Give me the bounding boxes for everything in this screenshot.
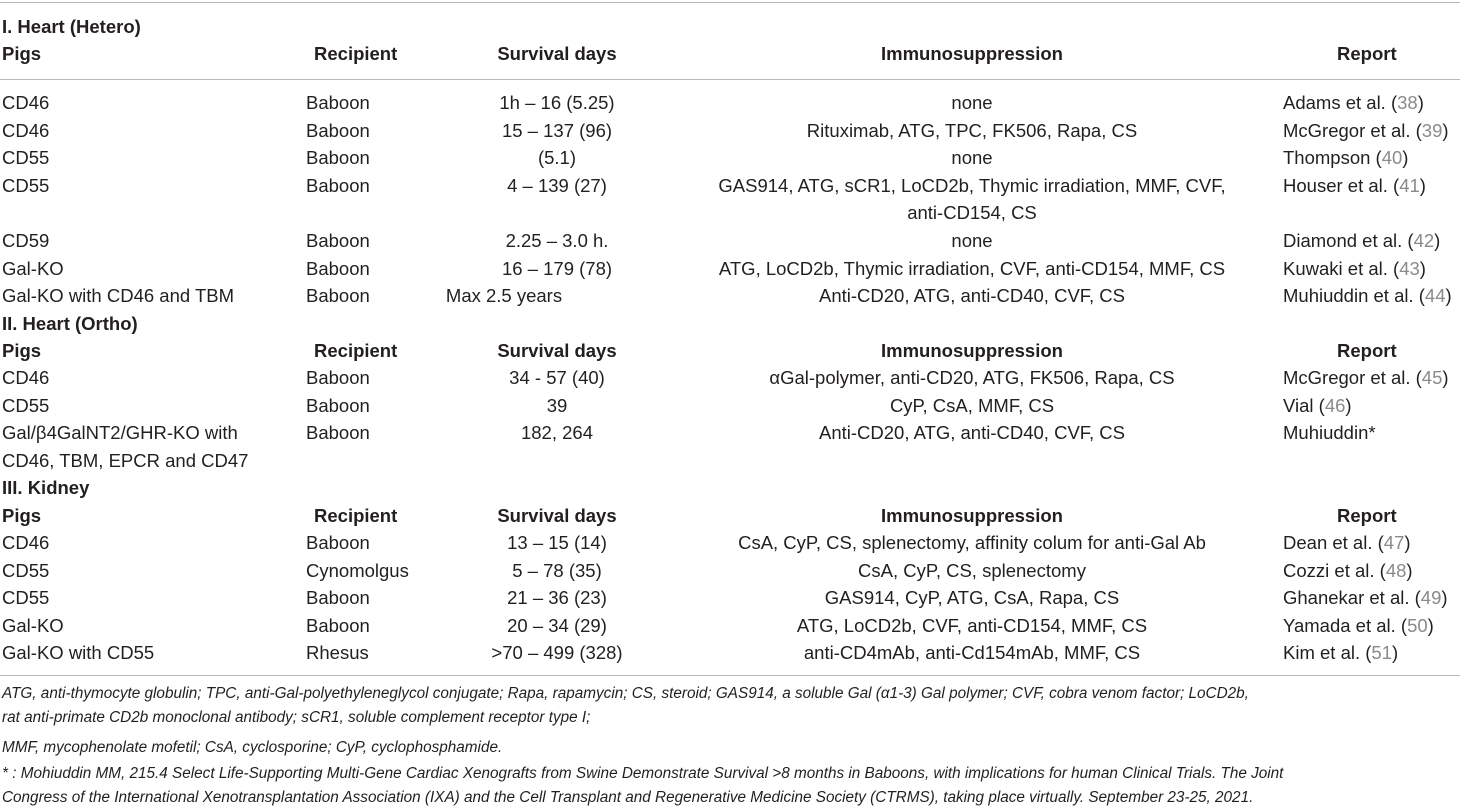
cell-pigs: CD46 <box>2 532 50 553</box>
cell-recipient: Baboon <box>306 175 370 196</box>
cell-recipient: Baboon <box>306 615 370 636</box>
table-row <box>0 89 1460 117</box>
table-row <box>0 282 1460 310</box>
table-row-continuation <box>0 447 1460 475</box>
cell-pigs: CD55 <box>2 147 50 168</box>
citation-link[interactable]: 42 <box>1413 230 1435 251</box>
cell-report: Adams et al. (38) <box>1283 92 1424 113</box>
col-immuno: Immunosuppression <box>881 505 1063 526</box>
table-row <box>0 584 1460 612</box>
citation-link[interactable]: 39 <box>1421 120 1443 141</box>
col-report: Report <box>1337 340 1397 361</box>
cell-survival: 182, 264 <box>520 422 593 443</box>
footnote-line: MMF, mycophenolate mofetil; CsA, cyclosporine; CyP, cyclophosphamide. <box>2 739 503 756</box>
col-recipient: Recipient <box>314 340 398 361</box>
cell-survival: 39 <box>546 395 568 416</box>
table-row <box>0 227 1460 255</box>
cell-recipient: Baboon <box>306 532 370 553</box>
table-row <box>0 639 1460 667</box>
cell-pigs: CD55 <box>2 395 50 416</box>
cell-immuno: αGal-polymer, anti-CD20, ATG, FK506, Rapa, CS <box>769 367 1175 388</box>
cell-report: Kim et al. (51) <box>1283 642 1399 663</box>
bottom-rule <box>0 675 1460 676</box>
section-title: II. Heart (Ortho) <box>2 313 138 334</box>
citation-link[interactable]: 49 <box>1420 587 1442 608</box>
citation-link[interactable]: 41 <box>1399 175 1420 196</box>
cell-recipient: Baboon <box>306 120 370 141</box>
cell-report: Dean et al. (47) <box>1283 532 1411 553</box>
cell-pigs: CD46 <box>2 120 50 141</box>
cell-immuno: GAS914, ATG, sCR1, LoCD2b, Thymic irradiation, MMF, CVF, <box>718 175 1226 196</box>
citation-link[interactable]: 50 <box>1407 615 1428 636</box>
cell-survival: 13 – 15 (14) <box>507 532 607 553</box>
col-recipient: Recipient <box>314 505 398 526</box>
cell-immuno: Anti-CD20, ATG, anti-CD40, CVF, CS <box>818 285 1126 306</box>
table-row <box>0 144 1460 172</box>
cell-pigs: Gal-KO <box>2 258 64 279</box>
cell-immuno: none <box>951 230 993 251</box>
cell-recipient: Cynomolgus <box>306 560 409 581</box>
cell-report: Kuwaki et al. (43) <box>1283 258 1426 279</box>
cell-report: Muhiuddin et al. (44) <box>1283 285 1452 306</box>
cell-survival: (5.1) <box>537 147 577 168</box>
cell-recipient: Baboon <box>306 230 370 251</box>
cell-pigs: CD46, TBM, EPCR and CD47 <box>2 450 249 471</box>
col-survival: Survival days <box>497 43 617 64</box>
cell-survival: 15 – 137 (96) <box>501 120 613 141</box>
cell-survival: 4 – 139 (27) <box>507 175 607 196</box>
cell-report: McGregor et al. (39) <box>1283 120 1449 141</box>
cell-report: Cozzi et al. (48) <box>1283 560 1413 581</box>
cell-immuno: ATG, LoCD2b, Thymic irradiation, CVF, anti-CD154, MMF, CS <box>718 258 1226 279</box>
cell-pigs: CD46 <box>2 92 50 113</box>
citation-link[interactable]: 45 <box>1421 367 1443 388</box>
table-row <box>0 117 1460 145</box>
cell-report: McGregor et al. (45) <box>1283 367 1449 388</box>
footnote-line: Congress of the International Xenotransplantation Association (IXA) and the Cell Transplant and Regenerative Medicine Society (CTRMS), taking place virtually. September 23-25, 2021. <box>2 789 1254 806</box>
table-header <box>0 40 1460 68</box>
cell-report: Houser et al. (41) <box>1283 175 1426 196</box>
cell-recipient: Baboon <box>306 422 370 443</box>
citation-link[interactable]: 48 <box>1385 560 1407 581</box>
cell-recipient: Baboon <box>306 587 370 608</box>
cell-pigs: Gal/β4GalNT2/GHR-KO with <box>2 422 238 443</box>
header-rule <box>0 79 1460 80</box>
cell-report: Vial (46) <box>1283 395 1352 416</box>
cell-pigs: CD55 <box>2 560 50 581</box>
citation-link[interactable]: 43 <box>1399 258 1420 279</box>
col-pigs: Pigs <box>2 43 42 64</box>
cell-report: Yamada et al. (50) <box>1283 615 1434 636</box>
citation-link[interactable]: 40 <box>1381 147 1403 168</box>
table-row-continuation <box>0 199 1460 227</box>
cell-immuno: none <box>951 147 993 168</box>
cell-survival: 5 – 78 (35) <box>512 560 602 581</box>
cell-recipient: Baboon <box>306 367 370 388</box>
cell-survival: 16 – 179 (78) <box>501 258 613 279</box>
cell-immuno: ATG, LoCD2b, CVF, anti-CD154, MMF, CS <box>796 615 1148 636</box>
citation-link[interactable]: 46 <box>1324 395 1346 416</box>
table-row <box>0 172 1460 200</box>
col-survival: Survival days <box>497 340 617 361</box>
cell-pigs: Gal-KO <box>2 615 64 636</box>
cell-immuno: anti-CD154, CS <box>907 202 1037 223</box>
citation-link[interactable]: 44 <box>1424 285 1446 306</box>
top-rule <box>0 2 1460 3</box>
citation-link[interactable]: 47 <box>1383 532 1405 553</box>
footnote-line: rat anti-primate CD2b monoclonal antibody; sCR1, soluble complement receptor type I; <box>2 709 591 726</box>
cell-pigs: Gal-KO with CD46 and TBM <box>2 285 235 306</box>
cell-pigs: CD55 <box>2 587 50 608</box>
table-row <box>0 255 1460 283</box>
cell-immuno: anti-CD4mAb, anti-Cd154mAb, MMF, CS <box>803 642 1141 663</box>
cell-immuno: none <box>951 92 993 113</box>
cell-recipient: Baboon <box>306 258 370 279</box>
col-survival: Survival days <box>497 505 617 526</box>
cell-survival: 21 – 36 (23) <box>507 587 607 608</box>
cell-recipient: Baboon <box>306 395 370 416</box>
cell-recipient: Rhesus <box>306 642 369 663</box>
cell-pigs: CD46 <box>2 367 50 388</box>
cell-report: Muhiuddin* <box>1283 422 1376 443</box>
cell-survival: 1h – 16 (5.25) <box>499 92 615 113</box>
table-header <box>0 502 1460 530</box>
cell-immuno: Anti-CD20, ATG, anti-CD40, CVF, CS <box>818 422 1126 443</box>
cell-recipient: Baboon <box>306 147 370 168</box>
cell-immuno: Rituximab, ATG, TPC, FK506, Rapa, CS <box>806 120 1138 141</box>
table-row <box>0 529 1460 557</box>
cell-immuno: CyP, CsA, MMF, CS <box>889 395 1055 416</box>
citation-link[interactable]: 38 <box>1397 92 1418 113</box>
cell-survival: >70 – 499 (328) <box>491 642 623 663</box>
footnote-line: * : Mohiuddin MM, 215.4 Select Life-Supporting Multi-Gene Cardiac Xenografts from Swine Demonstrate Survival >8 months in Baboons, with implications for human Clinical Trials. The Joint <box>2 765 1284 782</box>
cell-survival: 20 – 34 (29) <box>507 615 607 636</box>
table-row <box>0 557 1460 585</box>
table-row <box>0 419 1460 447</box>
cell-report: Thompson (40) <box>1283 147 1409 168</box>
section-title: I. Heart (Hetero) <box>2 16 141 37</box>
cell-recipient: Baboon <box>306 92 370 113</box>
cell-report: Diamond et al. (42) <box>1283 230 1441 251</box>
table-row <box>0 612 1460 640</box>
cell-survival: 34 - 57 (40) <box>509 367 605 388</box>
section-title: III. Kidney <box>2 477 90 498</box>
col-pigs: Pigs <box>2 505 42 526</box>
table-row <box>0 364 1460 392</box>
cell-recipient: Baboon <box>306 285 370 306</box>
footnote-line: ATG, anti-thymocyte globulin; TPC, anti-Gal-polyethyleneglycol conjugate; Rapa, rapamycin; CS, steroid; GAS914, a soluble Gal (α1-3) Gal polymer; CVF, cobra venom factor; LoCD2b, <box>2 685 1249 702</box>
col-immuno: Immunosuppression <box>881 43 1063 64</box>
cell-pigs: CD59 <box>2 230 50 251</box>
cell-report: Ghanekar et al. (49) <box>1283 587 1448 608</box>
cell-pigs: CD55 <box>2 175 50 196</box>
col-report: Report <box>1337 43 1397 64</box>
cell-immuno: CsA, CyP, CS, splenectomy, affinity colum for anti-Gal Ab <box>738 532 1206 553</box>
citation-link[interactable]: 51 <box>1371 642 1392 663</box>
col-pigs: Pigs <box>2 340 42 361</box>
col-report: Report <box>1337 505 1397 526</box>
cell-immuno: CsA, CyP, CS, splenectomy <box>858 560 1086 581</box>
col-recipient: Recipient <box>314 43 398 64</box>
cell-survival: Max 2.5 years <box>445 285 563 306</box>
table-row <box>0 392 1460 420</box>
cell-immuno: GAS914, CyP, ATG, CsA, Rapa, CS <box>824 587 1120 608</box>
cell-survival: 2.25 – 3.0 h. <box>505 230 609 251</box>
cell-pigs: Gal-KO with CD55 <box>2 642 155 663</box>
table-header <box>0 337 1460 365</box>
col-immuno: Immunosuppression <box>881 340 1063 361</box>
